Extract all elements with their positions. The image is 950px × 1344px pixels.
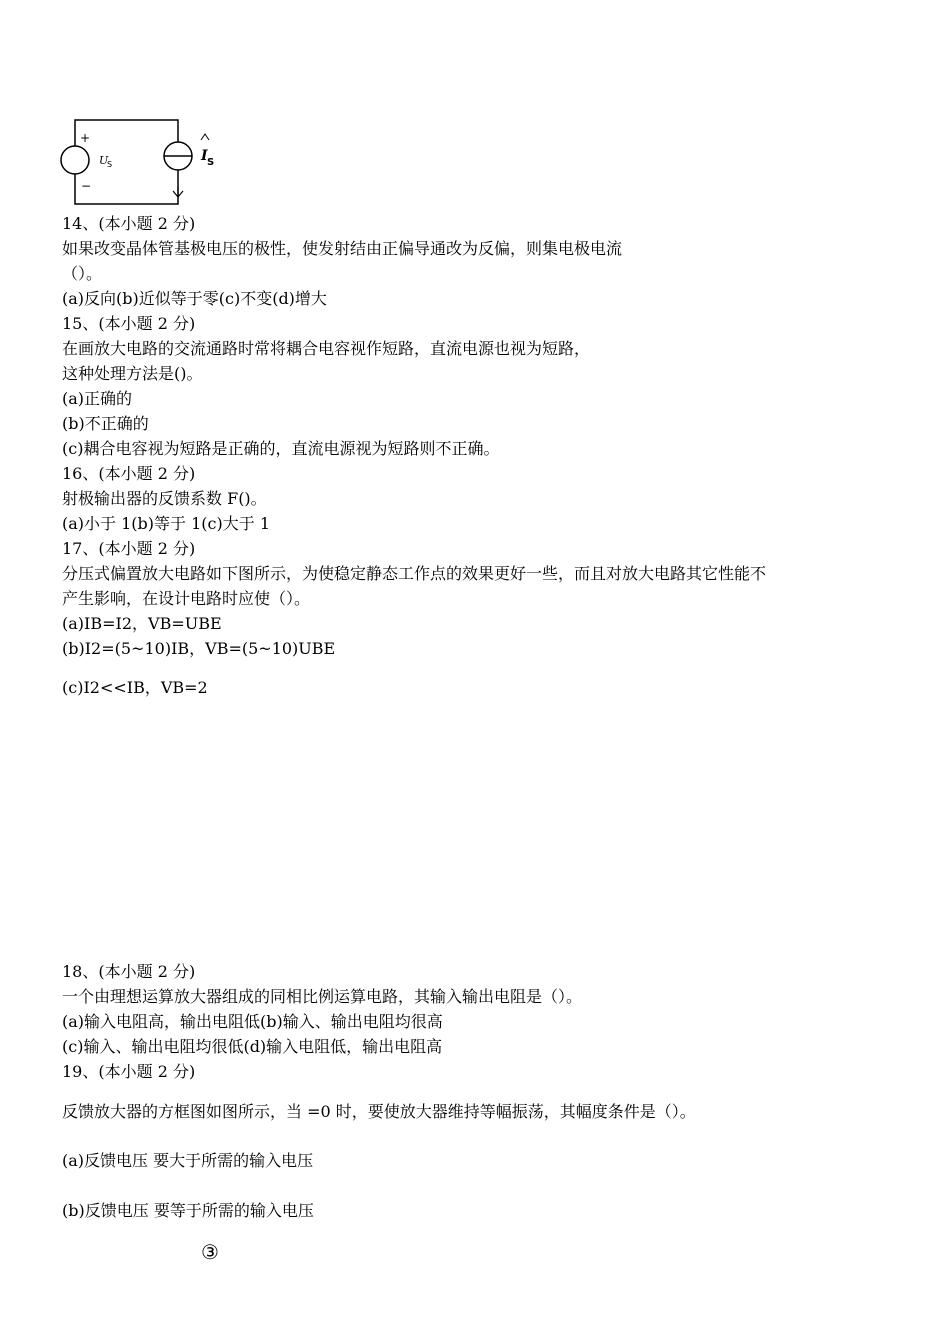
q14-text: 如果改变晶体管基极电压的极性，使发射结由正偏导通改为反偏，则集电极电流: [62, 239, 623, 258]
q15-heading: 15、(本小题 2 分): [62, 314, 196, 333]
q15-option-c: (c)耦合电容视为短路是正确的，直流电源视为短路则不正确。: [62, 439, 500, 458]
q19-option-a: (a)反馈电压 要大于所需的输入电压: [62, 1151, 314, 1170]
q15-text-cont: 这种处理方法是()。: [62, 364, 203, 383]
q16-heading: 16、(本小题 2 分): [62, 464, 196, 483]
q16-text: 射极输出器的反馈系数 F()。: [62, 489, 267, 508]
q17-text: 分压式偏置放大电路如下图所示，为使稳定静态工作点的效果更好一些，而且对放大电路其它性能不: [62, 564, 767, 583]
q14-heading: 14、(本小题 2 分): [62, 214, 196, 233]
plus-sign: +: [80, 131, 91, 145]
q17-option-a: (a)IB=I2，VB=UBE: [62, 614, 222, 633]
q18-heading: 18、(本小题 2 分): [62, 962, 196, 981]
us-subscript: S: [107, 160, 113, 169]
q19-option-b: (b)反馈电压 要等于所需的输入电压: [62, 1201, 314, 1220]
q15-text: 在画放大电路的交流通路时常将耦合电容视作短路，直流电源也视为短路，: [62, 339, 591, 358]
q16-options: (a)小于 1(b)等于 1(c)大于 1: [62, 514, 270, 533]
minus-sign: −: [81, 179, 92, 193]
q17-text-cont: 产生影响，在设计电路时应使（）。: [62, 589, 311, 608]
q17-option-b: (b)I2=(5~10)IB，VB=(5~10)UBE: [62, 639, 336, 658]
q18-text: 一个由理想运算放大器组成的同相比例运算电路，其输入输出电阻是（）。: [62, 987, 583, 1006]
q19-heading: 19、(本小题 2 分): [62, 1062, 196, 1081]
q17-heading: 17、(本小题 2 分): [62, 539, 196, 558]
q14-options: (a)反向(b)近似等于零(c)不变(d)增大: [62, 289, 327, 308]
is-subscript: S: [207, 157, 215, 168]
hat-mark: [201, 134, 209, 140]
page-number: ③: [201, 1240, 219, 1264]
q15-option-a: (a)正确的: [62, 389, 133, 408]
q14-text-cont: （）。: [62, 264, 103, 283]
q18-options-cd: (c)输入、输出电阻均很低(d)输入电阻低，输出电阻高: [62, 1037, 443, 1056]
circuit-diagram: [55, 112, 225, 208]
is-label: I: [201, 148, 208, 164]
us-label: U: [99, 154, 109, 167]
current-arrow-icon: [173, 186, 183, 197]
q19-text: 反馈放大器的方框图如图所示，当 =0 时，要使放大器维持等幅振荡，其幅度条件是（）。: [62, 1102, 696, 1121]
q18-options-ab: (a)输入电阻高，输出电阻低(b)输入、输出电阻均很高: [62, 1012, 443, 1031]
q17-option-c: (c)I2<<IB，VB=2: [62, 678, 208, 697]
voltage-source-icon: [61, 146, 89, 174]
q15-option-b: (b)不正确的: [62, 414, 149, 433]
